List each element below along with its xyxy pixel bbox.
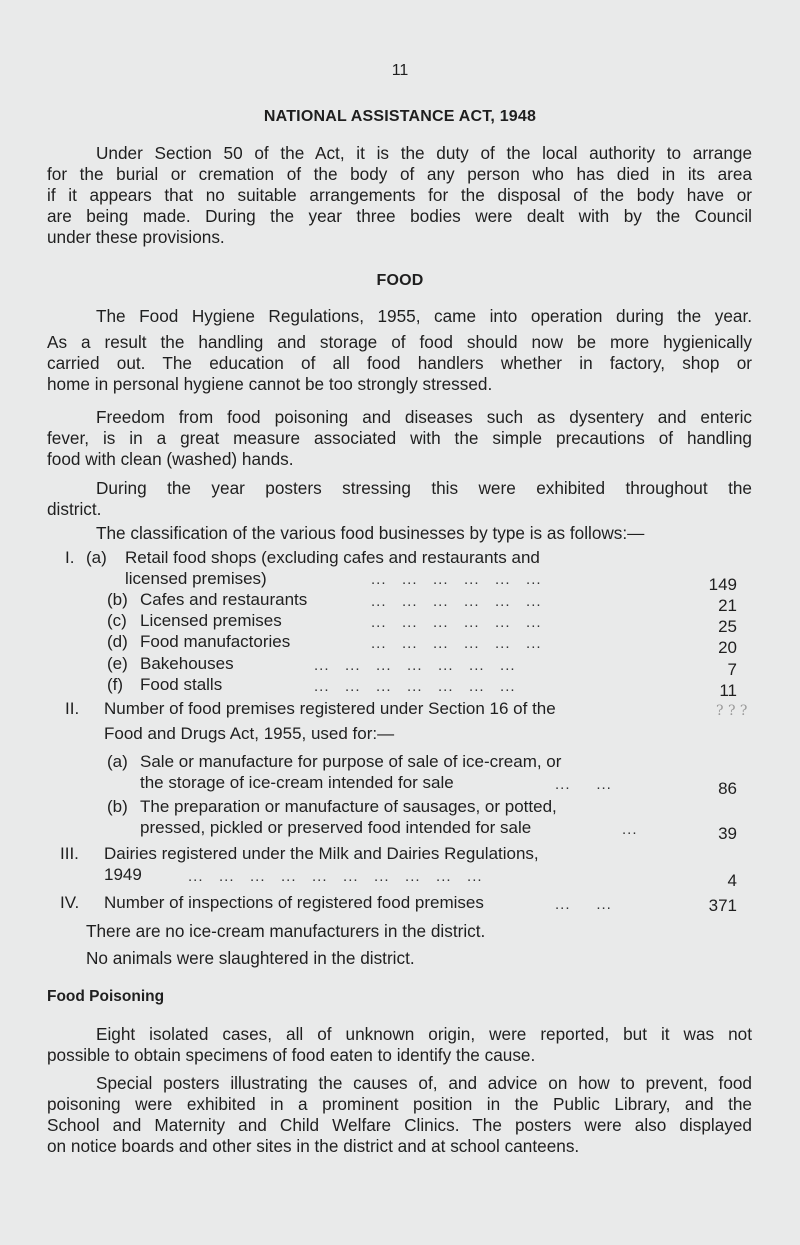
list-item-value: 371	[708, 896, 737, 915]
list-item-letter: (b)	[107, 797, 128, 816]
list-item-value: 39	[718, 824, 737, 843]
list-section-text: Food and Drugs Act, 1955, used for:—	[104, 724, 395, 743]
list-item-text: pressed, pickled or preserved food intended for sale	[140, 818, 532, 837]
leader-dots: ... ...	[555, 776, 612, 793]
list-item-letter: (e)	[107, 654, 128, 673]
paragraph-line: As a result the handling and storage of food should now be more hygienically	[47, 332, 752, 352]
paragraph-line: for the burial or cremation of the body of any person who has died in its area	[47, 164, 752, 184]
list-section-text: Number of inspections of registered food premises	[104, 893, 484, 912]
leader-dots: ... ... ... ... ... ... ... ... ... ...	[188, 868, 483, 885]
list-item-value: 25	[718, 617, 737, 636]
paragraph-line: home in personal hygiene cannot be too strongly stressed.	[47, 374, 493, 394]
list-item-value: 20	[718, 638, 737, 657]
paragraph-line: Special posters illustrating the causes of, and advice on how to prevent, food	[96, 1073, 752, 1093]
list-section-label: I.	[65, 548, 75, 567]
list-item-text: The preparation or manufacture of sausages, or potted,	[140, 797, 557, 816]
list-item-text: Food manufactories	[140, 632, 291, 651]
leader-dots: ... ... ... ... ... ...	[371, 614, 542, 631]
list-item-value: 86	[718, 779, 737, 798]
list-item-letter: (f)	[107, 675, 124, 694]
leader-dots: ... ... ... ... ... ... ...	[314, 678, 516, 695]
section-title-food-poisoning: Food Poisoning	[47, 988, 165, 1005]
list-section-label: II.	[65, 699, 80, 718]
list-section-text: Number of food premises registered under Section 16 of the	[104, 699, 556, 718]
paragraph-line: under these provisions.	[47, 227, 225, 247]
paragraph-line: are being made. During the year three bodies were dealt with by the Council	[47, 206, 752, 226]
list-item-value: 4	[727, 871, 737, 890]
list-item-value: 21	[718, 596, 737, 615]
paragraph-line: carried out. The education of all food handlers whether in factory, shop or	[47, 353, 752, 373]
list-item-value: 7	[727, 660, 737, 679]
list-section-label: IV.	[60, 893, 80, 912]
paragraph-line: if it appears that no suitable arrangements for the disposal of the body have or	[47, 185, 752, 205]
paragraph-line: The classification of the various food businesses by type is as follows:—	[96, 523, 645, 543]
section-title-national-assistance: NATIONAL ASSISTANCE ACT, 1948	[263, 108, 537, 125]
paragraph-line: Freedom from food poisoning and diseases such as dysentery and enteric	[96, 407, 752, 427]
paragraph-line: fever, is in a great measure associated with the simple precautions of handling	[47, 428, 752, 448]
list-item-letter: (b)	[107, 590, 128, 609]
section-title-food: FOOD	[376, 272, 424, 289]
paragraph-line: on notice boards and other sites in the district and at school canteens.	[47, 1136, 580, 1156]
paragraph-line: food with clean (washed) hands.	[47, 449, 294, 469]
list-item-text: the storage of ice-cream intended for sale	[140, 773, 454, 792]
list-item-text: Licensed premises	[140, 611, 282, 630]
paragraph-line: district.	[47, 499, 102, 519]
list-item-value: 149	[708, 575, 737, 594]
leader-dots: ... ... ... ... ... ...	[371, 571, 542, 588]
list-item-letter: (a)	[86, 548, 107, 567]
paragraph-line: The Food Hygiene Regulations, 1955, came into operation during the year.	[96, 306, 752, 326]
leader-dots: ... ... ... ... ... ...	[371, 593, 542, 610]
list-section-text: 1949	[104, 865, 142, 884]
list-item-text: Cafes and restaurants	[140, 590, 308, 609]
paragraph-line: poisoning were exhibited in a prominent position in the Public Library, and the	[47, 1094, 752, 1114]
list-item-value: 11	[719, 681, 737, 700]
page-number: 11	[391, 62, 409, 79]
list-item-text: Sale or manufacture for purpose of sale of ice-cream, or	[140, 752, 562, 771]
list-item-text: Food stalls	[140, 675, 223, 694]
leader-dots: ...	[622, 821, 638, 838]
list-section-label: III.	[60, 844, 79, 863]
paragraph-line: During the year posters stressing this were exhibited throughout the	[96, 478, 752, 498]
paragraph-line: No animals were slaughtered in the district.	[86, 948, 415, 968]
paragraph-line: School and Maternity and Child Welfare Clinics. The posters were also displayed	[47, 1115, 752, 1135]
paragraph-line: possible to obtain specimens of food eaten to identify the cause.	[47, 1045, 536, 1065]
leader-dots: ... ... ... ... ... ... ...	[314, 657, 516, 674]
paragraph-line: Eight isolated cases, all of unknown origin, were reported, but it was not	[96, 1024, 752, 1044]
list-item-letter: (a)	[107, 752, 128, 771]
list-item-text: licensed premises)	[125, 569, 267, 588]
leader-dots: ... ...	[555, 896, 612, 913]
list-item-text: Retail food shops (excluding cafes and restaurants and	[125, 548, 540, 567]
list-item-letter: (c)	[107, 611, 127, 630]
paragraph-line: There are no ice-cream manufacturers in the district.	[86, 921, 486, 941]
paragraph-line: Under Section 50 of the Act, it is the duty of the local authority to arrange	[96, 143, 752, 163]
list-item-text: Bakehouses	[140, 654, 234, 673]
pencil-annotation: ? ? ?	[716, 703, 748, 719]
leader-dots: ... ... ... ... ... ...	[371, 635, 542, 652]
list-item-letter: (d)	[107, 632, 128, 651]
list-section-text: Dairies registered under the Milk and Dairies Regulations,	[104, 844, 539, 863]
